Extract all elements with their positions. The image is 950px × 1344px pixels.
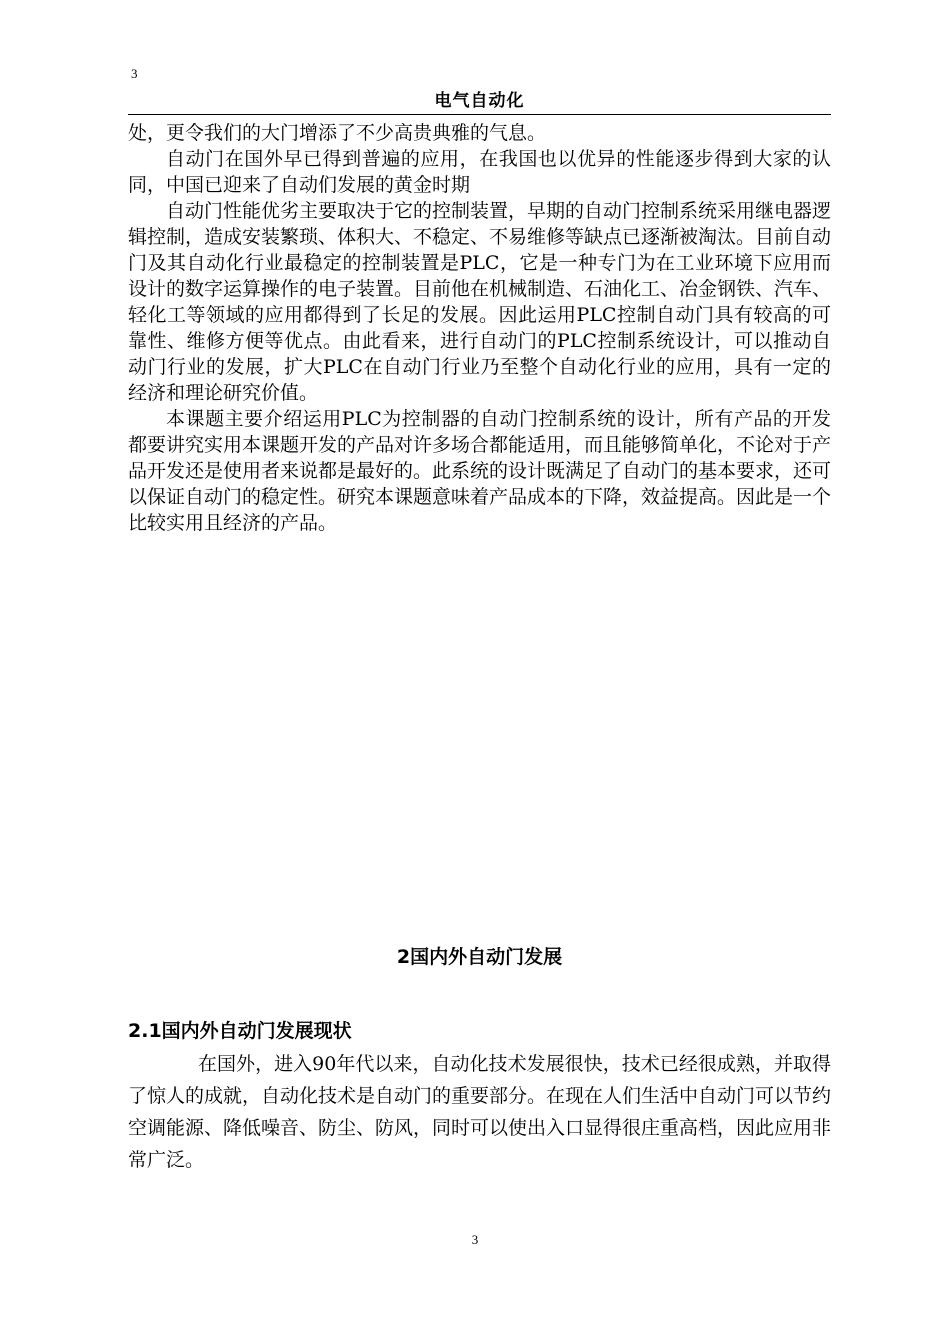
paragraph-control-device: 自动门性能优劣主要取决于它的控制装置，早期的自动门控制系统采用继电器逻辑控制，造成安装繁琐、体积大、不稳定、不易维修等缺点已逐渐被淘汰。目前自动门及其自动化行业最稳定的控制装置是PLC，它是一种专门为在工业环境下应用而设计的数字运算操作的电子装置。目前他在机械制造、石油化工、冶金钢铁、汽车、轻化工等领域的应用都得到了长足的发展。因此运用PLC控制自动门具有较高的可靠性、维修方便等优点。由此看来，进行自动门的PLC控制系统设计，可以推动自动门行业的发展，扩大PLC在自动门行业乃至整个自动化行业的应用，具有一定的经济和理论研究价值。 — [128, 200, 832, 404]
paragraph-adoption: 自动门在国外早已得到普遍的应用，在我国也以优异的性能逐步得到大家的认同，中国已迎来了自动们发展的黄金时期 — [128, 148, 831, 196]
header-divider — [128, 114, 831, 115]
header-page-number: 3 — [131, 66, 138, 81]
running-header-title: 电气自动化 — [434, 91, 525, 111]
paragraph-foreign-development: 在国外，进入90年代以来，自动化技术发展很快，技术已经很成熟，并取得了惊人的成就，自动化技术是自动门的重要部分。在现在人们生活中自动门可以节约空调能源、降低噪音、防尘、防风，同时可以使出入口显得很庄重高档，因此应用非常广泛。 — [128, 1053, 832, 1171]
paragraph-topic-intro: 本课题主要介绍运用PLC为控制器的自动门控制系统的设计，所有产品的开发都要讲究实用本课题开发的产品对许多场合都能适用，而且能够简单化，不论对于产品开发还是使用者来说都是最好的。此系统的设计既满足了自动门的基本要求，还可以保证自动门的稳定性。研究本课题意味着产品成本的下降，效益提高。因此是一个比较实用且经济的产品。 — [128, 408, 832, 534]
intro-text-block — [128, 120, 831, 536]
footer-page-number: 3 — [471, 1232, 479, 1247]
paragraph-continuation: 处，更令我们的大门增添了不少高贵典雅的气息。 — [128, 122, 547, 144]
section-heading: 2国内外自动门发展 — [396, 946, 563, 968]
subsection-heading: 2.1国内外自动门发展现状 — [128, 1020, 352, 1042]
section-text-block — [128, 1048, 831, 1176]
